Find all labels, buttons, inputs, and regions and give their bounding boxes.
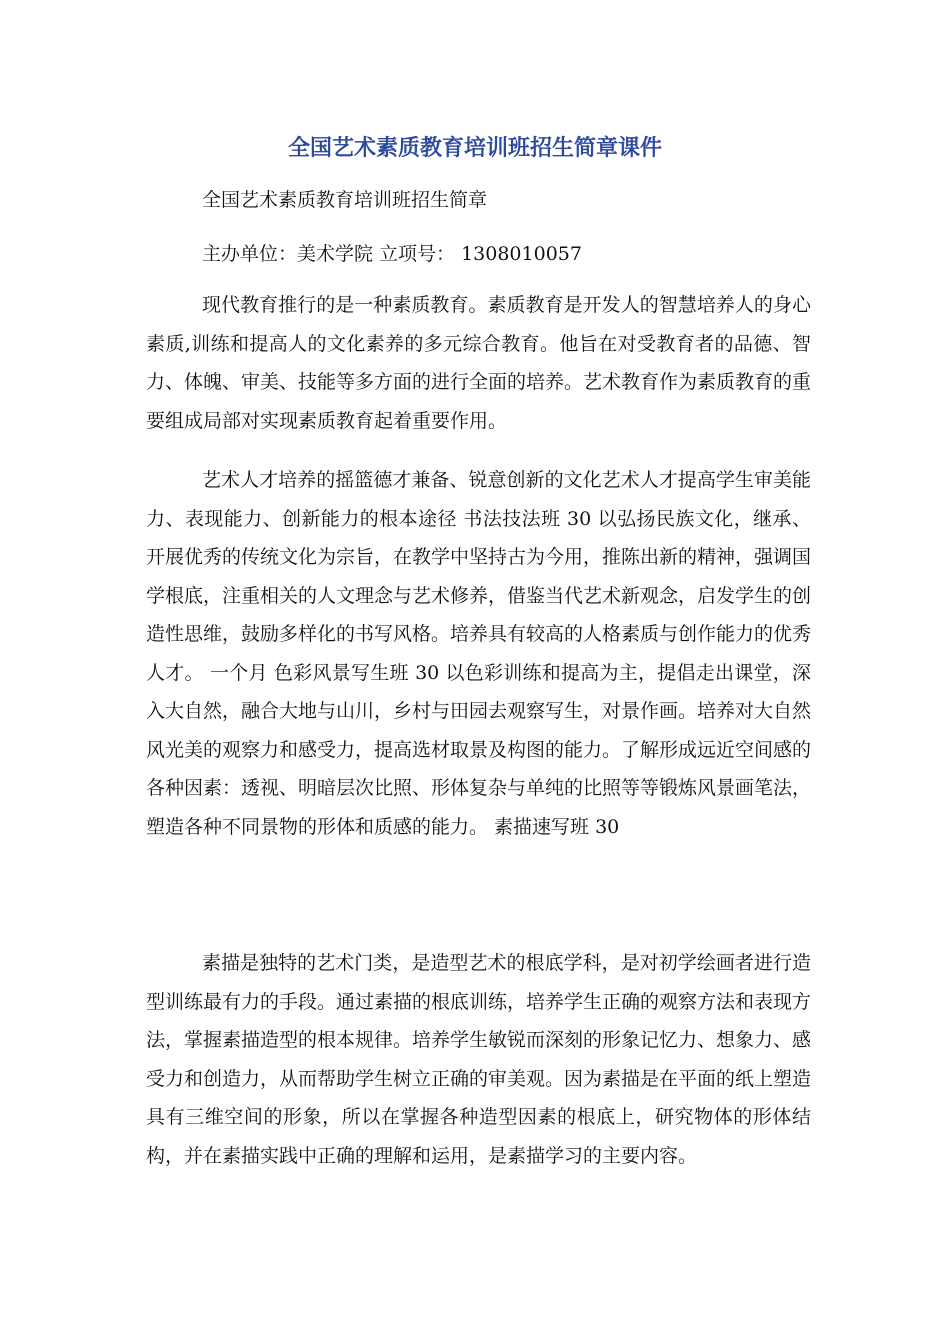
organizer-line: 主办单位：美术学院 立项号： 1308010057 bbox=[202, 243, 582, 265]
paragraph-sketch: 素描是独特的艺术门类，是造型艺术的根底学科，是对初学绘画者进行造型训练最有力的手段。通过素描的根底训练，培养学生正确的观察方法和表现方法，掌握素描造型的根本规律。培养学生敏锐而深刻的形象记忆力、想象力、感受力和创造力，从而帮助学生树立正确的审美观。因为素描是在平面的纸上塑造具有三维空间的形象，所以在掌握各种造型因素的根底上，研究物体的形体结构，并在素描实践中正确的理解和运用，是素描学习的主要内容。 bbox=[146, 952, 812, 1167]
document-subtitle: 全国艺术素质教育培训班招生简章 bbox=[202, 189, 488, 211]
paragraph-intro: 现代教育推行的是一种素质教育。素质教育是开发人的智慧培养人的身心素质,训练和提高人的文化素养的多元综合教育。他旨在对受教育者的品德、智力、体魄、审美、技能等多方面的进行全面的培养。艺术教育作为素质教育的重要组成局部对实现素质教育起着重要作用。 bbox=[146, 294, 812, 432]
document-title: 全国艺术素质教育培训班招生简章课件 bbox=[287, 136, 662, 161]
paragraph-courses: 艺术人才培养的摇篮德才兼备、锐意创新的文化艺术人才提高学生审美能力、表现能力、创新能力的根本途径 书法技法班 30 以弘扬民族文化，继承、开展优秀的传统文化为宗旨，在教学中坚持古为今用，推陈出新的精神，强调国学根底，注重相关的人文理念与艺术修养，借鉴当代艺术新观念，启发学生的创造性思维，鼓励多样化的书写风格。培养具有较高的人格素质与创作能力的优秀人才。 一个月 色彩风景写生班 30 以色彩训练和提高为主，提倡走出课堂，深入大自然，融合大地与山川，乡村与田园去观察写生，对景作画。培养对大自然风光美的观察力和感受力，提高选材取景及构图的能力。了解形成远近空间感的各种因素：透视、明暗层次比照、形体复杂与单纯的比照等等锻炼风景画笔法，塑造各种不同景物的形体和质感的能力。 素描速写班 30 bbox=[146, 469, 812, 838]
